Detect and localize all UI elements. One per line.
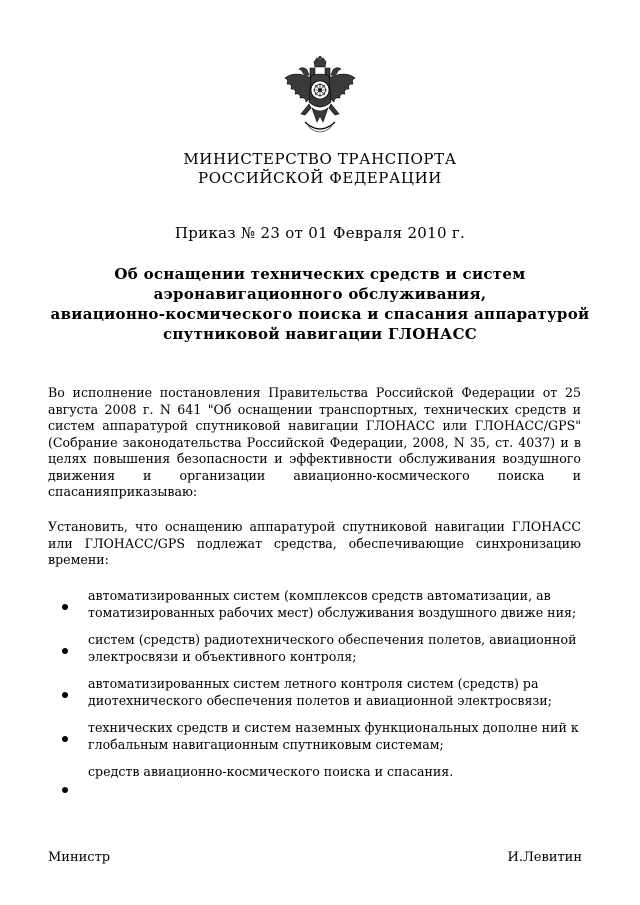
- list-item: [60, 588, 582, 621]
- list-item: [60, 632, 582, 665]
- body-paragraph-1: Во исполнение постановления Правительства Российской Федерации от 25 августа 2008 г. N 641 "Об оснащении транспортных, технических средств и систем аппаратурой спутниковой навигации ГЛОНАСС или ГЛОНАСС/GPS" (Собрание законодательства Российской Федерации, 2008, N 35, ст. 4037) и в целях повышения безопасности и эффективности обслуживания воздушного движения и организации авиационно-космического поиска и спасанияприказываю:: [48, 385, 581, 499]
- bullet-icon: [62, 648, 68, 654]
- signature-position: Министр: [48, 850, 111, 865]
- bullet-icon: [62, 736, 68, 742]
- list-item: [60, 720, 582, 753]
- bullet-icon: [62, 692, 68, 698]
- body-paragraph-2: Установить, что оснащению аппаратурой спутниковой навигации ГЛОНАСС или ГЛОНАСС/GPS подлежат средства, обеспечивающие синхронизацию времени:: [48, 519, 581, 567]
- list-item-text: систем (средств) радиотехнического обеспечения полетов, авиационной электросвязи и объективного контроля;: [88, 632, 577, 664]
- ministry-line-2: РОССИЙСКОЙ ФЕДЕРАЦИИ: [198, 169, 442, 187]
- ministry-line-1: МИНИСТЕРСТВО ТРАНСПОРТА: [183, 150, 457, 168]
- list-item-text: автоматизированных систем (комплексов средств автоматизации, ав томатизированных рабочих мест) обслуживания воздушного движе ния;: [88, 588, 577, 620]
- list-item-text: автоматизированных систем летного контроля систем (средств) ра диотехнического обеспечения полетов и авиационной электросвязи;: [88, 676, 552, 708]
- list-item-text: технических средств и систем наземных функциональных дополне ний к глобальным навигационным спутниковым системам;: [88, 720, 579, 752]
- bullet-list: [60, 588, 582, 792]
- subject-line-4: спутниковой навигации ГЛОНАСС: [162, 325, 478, 343]
- list-item: [60, 676, 582, 709]
- subject-line-3: авиационно-космического поиска и спасания аппаратурой: [50, 305, 590, 323]
- list-item-text: средств авиационно-космического поиска и спасания.: [88, 764, 454, 779]
- subject-line-1: Об оснащении технических средств и систем: [114, 265, 526, 283]
- order-title: Приказ № 23 от 01 Февраля 2010 г.: [174, 224, 466, 242]
- signature-name: И.Левитин: [507, 850, 582, 865]
- bullet-icon: [62, 787, 68, 793]
- subject-line-2: аэронавигационного обслуживания,: [153, 285, 487, 303]
- list-item: [60, 764, 582, 781]
- ministry-header: [0, 150, 640, 188]
- bullet-icon: [62, 604, 68, 610]
- double-headed-eagle-emblem-icon: [281, 56, 359, 140]
- order-subject: [40, 264, 600, 344]
